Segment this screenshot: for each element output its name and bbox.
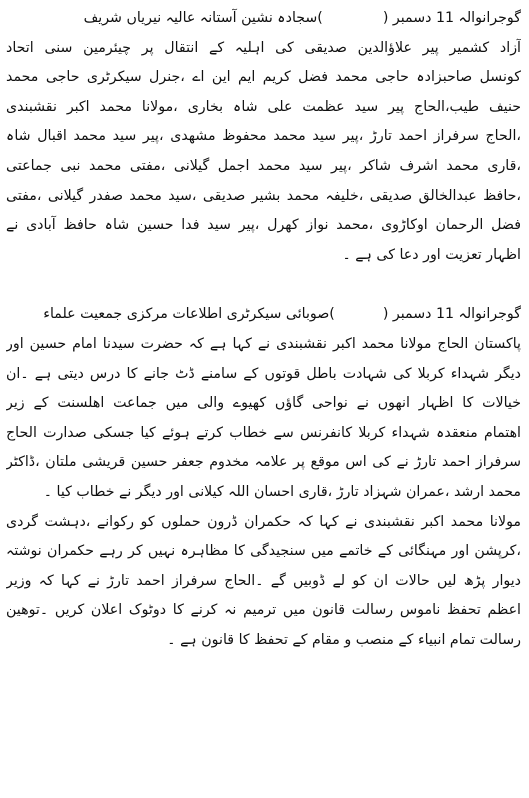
body-line: آزاد کشمیر پیر علاؤالدین صدیقی کی اہلیہ کے انتقال پر چیئرمین سنی اتحاد	[6, 39, 521, 56]
body-line: ،الحاج سرفراز احمد تارڑ ،پیر سید محمد محفوظ مشھدی ،پیر سید محمد اقبال شاہ	[6, 128, 521, 145]
body-line: فضل الرحمان اوکاڑوی ،محمد نواز کھرل ،پیر سید فدا حسین شاہ حافظ آبادی نے	[6, 217, 521, 234]
dateline-place-date: گوجرانوالہ 11 دسمبر (	[382, 306, 521, 323]
dateline-place-date: گوجرانوالہ 11 دسمبر (	[382, 10, 521, 26]
dateline	[6, 4, 521, 34]
body-line: مولانا محمد اکبر نقشبندی نے کہا کہ حکمران ڈرون حملوں کو رکوانے ،دہشت گردی	[6, 513, 521, 530]
body-line: دیگر شہداء کربلا کی شہادت باطل قوتوں کے سامنے ڈٹ جانے کا درس دیتی ہے ۔ان	[6, 365, 521, 382]
body-line: اعظم تحفظ ناموس رسالت قانون میں ترمیم نہ کرنے کا دوٹوک اعلان کریں ۔توھین	[6, 602, 521, 619]
body-line: دیوار پڑھ لیں حالات ان کو لے ڈوبیں گے ۔الحاج سرفراز احمد تارڑ نے کہا کہ وزیر	[6, 572, 521, 589]
body-line: کونسل صاحبزادہ حاجی محمد فضل کریم ایم این اے ،جنرل سیکرٹری حاجی محمد	[6, 69, 521, 86]
body-line: اظہار تعزیت اور دعا کی ہے ۔	[342, 246, 521, 263]
body-line: خیالات کا اظہار انھوں نے نواحی گاؤں کھیوے والی میں جماعت اھلسنت کے زیر	[6, 395, 521, 412]
body-line: پاکستان الحاج مولانا محمد اکبر نقشبندی نے کہا ہے کہ حضرت سیدنا امام حسین اور	[6, 335, 521, 352]
article-2	[6, 300, 521, 655]
body-line: ،کرپشن اور مہنگائی کے خاتمے میں سنجیدگی کا مظاہرہ نہیں کر رہے حکمران نوشتہ	[6, 543, 521, 560]
body-line: حنیف طیب،الحاج پیر سید عظمت علی شاہ بخاری ،مولانا محمد اکبر نقشبندی	[6, 98, 521, 115]
dateline-blank	[323, 4, 383, 34]
body-line: اھتمام منعقدہ شہداء کربلا کانفرنس سے خطاب کرتے ہوئے کیا جسکی صدارت الحاج	[6, 424, 521, 441]
dateline-source: )صوبائی سیکرٹری اطلاعات مرکزی جمعیت علماء	[43, 306, 335, 323]
body-line: سرفراز احمد تارڑ نے کی اس موقع پر علامہ مخدوم جعفر حسین قریشی ملتان ،ڈاکٹر	[6, 454, 521, 471]
body-line: ،قاری محمد اشرف شاکر ،پیر سید محمد اجمل گیلانی ،مفتی محمد نبی جماعتی	[6, 157, 521, 174]
dateline-source: )سجادہ نشین آستانہ عالیہ نیریاں شریف	[83, 10, 323, 26]
body-line: ،حافظ عبدالخالق صدیقی ،خلیفہ محمد بشیر صدیقی ،سید محمد صفدر گیلانی ،مفتی	[6, 187, 521, 204]
article-1	[6, 4, 521, 270]
dateline	[6, 300, 521, 330]
body-line: محمد ارشد ،عمران شہزاد تارڑ ،قاری احسان اللہ کیلانی اور دیگر نے خطاب کیا ۔	[43, 483, 521, 500]
body-line: رسالت تمام انبیاء کے منصب و مقام کے تحفظ کا قانون ہے ۔	[167, 631, 521, 648]
dateline-blank	[335, 300, 383, 330]
